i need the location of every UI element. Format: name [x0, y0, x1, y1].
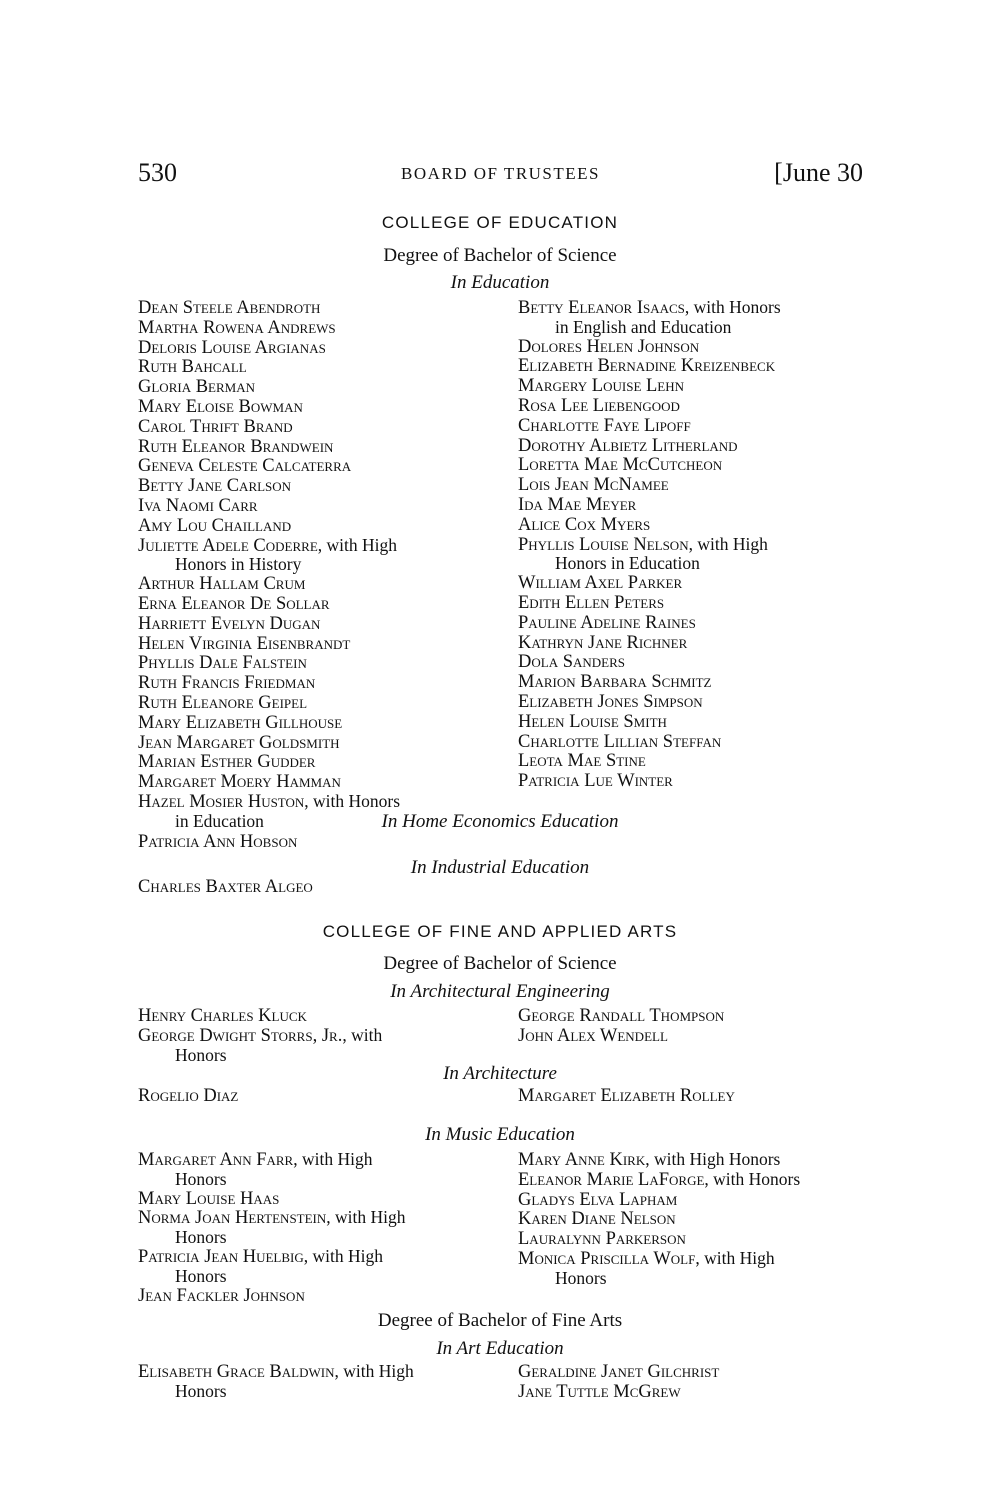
- graduate-name: Patricia Ann Hobson: [138, 832, 298, 852]
- graduate-entry: [518, 436, 878, 456]
- graduate-entry: [138, 733, 498, 753]
- graduate-name: Elizabeth Jones Simpson: [518, 691, 703, 712]
- graduate-entry: [518, 751, 878, 771]
- graduate-name: Henry Charles Kluck: [138, 1006, 307, 1026]
- graduate-name: Pauline Adeline Raines: [518, 612, 696, 633]
- honors-note: , with Honors: [684, 297, 781, 317]
- graduate-entry: [518, 535, 878, 574]
- honors-note: , with High: [317, 534, 398, 555]
- graduate-entry: [518, 1150, 888, 1170]
- graduate-entry: [518, 396, 878, 416]
- graduate-name: Loretta Mae McCutcheon: [518, 455, 723, 476]
- graduate-entry: [518, 1249, 888, 1288]
- graduate-name: Marion Barbara Schmitz: [518, 672, 712, 693]
- graduate-name: Ruth Eleanore Geipel: [138, 692, 308, 713]
- graduate-entry: [138, 437, 498, 457]
- graduate-name: Jean Fackler Johnson: [138, 1285, 305, 1306]
- graduate-entry: [138, 417, 498, 437]
- graduate-name: George Randall Thompson: [518, 1006, 725, 1026]
- graduate-name: Margaret Elizabeth Rolley: [518, 1086, 735, 1106]
- graduate-entry: [518, 732, 878, 752]
- education-left-column: [138, 298, 498, 831]
- degree-heading-fine-arts-bfa: Degree of Bachelor of Fine Arts: [377, 1310, 623, 1331]
- graduate-entry: [138, 516, 498, 536]
- graduate-entry: [138, 752, 498, 772]
- graduate-name: Geraldine Janet Gilchrist: [518, 1362, 720, 1382]
- graduate-name: Charles Baxter Algeo: [138, 877, 313, 897]
- graduate-name: Elisabeth Grace Baldwin: [138, 1362, 335, 1382]
- arch-eng-right-column: [518, 1006, 878, 1046]
- graduate-entry: [518, 573, 878, 593]
- subheading-home-economics: In Home Economics Education: [381, 811, 619, 832]
- running-date: [June 30: [774, 158, 863, 187]
- graduate-name: Ruth Francis Friedman: [138, 673, 316, 694]
- graduate-entry: [518, 1229, 888, 1249]
- honors-continuation: Honors in History: [175, 554, 302, 575]
- graduate-entry: [138, 496, 498, 516]
- graduate-name: Mary Eloise Bowman: [138, 396, 303, 417]
- graduate-name: Phyllis Dale Falstein: [138, 653, 307, 674]
- music-left-column: [138, 1150, 498, 1305]
- graduate-entry: [138, 1086, 498, 1106]
- graduate-name: Margaret Moery Hamman: [138, 772, 341, 793]
- graduate-entry: [518, 495, 878, 515]
- graduate-name: Margaret Ann Farr: [138, 1150, 294, 1170]
- graduate-name: Marian Esther Gudder: [138, 752, 316, 773]
- graduate-name: Charlotte Lillian Steffan: [518, 731, 722, 752]
- graduate-entry: [518, 1170, 888, 1190]
- graduate-entry: [138, 832, 498, 852]
- art-ed-left-column: [138, 1362, 498, 1401]
- graduate-name: Deloris Louise Argianas: [138, 337, 326, 358]
- running-title: BOARD OF TRUSTEES: [401, 164, 600, 183]
- graduate-entry: [518, 298, 878, 337]
- honors-continuation: Honors: [175, 1168, 227, 1189]
- graduate-name: Martha Rowena Andrews: [138, 317, 336, 338]
- graduate-name: Iva Naomi Carr: [138, 495, 258, 516]
- subheading-art-education: In Art Education: [436, 1338, 564, 1359]
- graduate-name: Lois Jean McNamee: [518, 475, 669, 496]
- art-ed-right-column: [518, 1362, 878, 1402]
- graduate-entry: [138, 1189, 498, 1209]
- graduate-name: Margery Louise Lehn: [518, 376, 685, 397]
- graduate-name: Hazel Mosier Huston: [138, 791, 305, 812]
- graduate-name: Ruth Eleanor Brandwein: [138, 436, 334, 457]
- honors-continuation: Honors: [175, 1380, 227, 1401]
- graduate-entry: [138, 536, 498, 575]
- college-heading-fine-arts: COLLEGE OF FINE AND APPLIED ARTS: [322, 922, 678, 941]
- home-economics-list: [138, 832, 498, 852]
- graduate-name: Harriett Evelyn Dugan: [138, 613, 321, 634]
- graduate-entry: [138, 1247, 498, 1286]
- honors-note: , with High: [303, 1245, 384, 1266]
- graduate-entry: [518, 1382, 878, 1402]
- degree-heading-fine-arts: Degree of Bachelor of Science: [383, 953, 617, 974]
- subheading-architecture: In Architecture: [443, 1063, 557, 1084]
- honors-note: , with High: [688, 533, 768, 554]
- graduate-entry: [518, 613, 878, 633]
- graduate-name: Patricia Lue Winter: [518, 771, 673, 792]
- graduate-name: Monica Priscilla Wolf: [518, 1248, 696, 1269]
- graduate-name: Jane Tuttle McGrew: [518, 1381, 681, 1402]
- graduate-name: Erna Eleanor De Sollar: [138, 593, 330, 614]
- graduate-entry: [138, 653, 498, 673]
- graduate-entry: [518, 376, 878, 396]
- graduate-name: Betty Jane Carlson: [138, 476, 292, 497]
- architecture-right-column: [518, 1086, 878, 1106]
- graduate-entry: [138, 877, 498, 897]
- graduate-name: Helen Virginia Eisenbrandt: [138, 633, 351, 654]
- graduate-entry: [518, 1209, 888, 1229]
- graduate-entry: [138, 634, 498, 654]
- graduate-name: Edith Ellen Peters: [518, 592, 665, 613]
- honors-continuation: Honors: [555, 1267, 607, 1288]
- graduate-entry: [518, 712, 878, 732]
- honors-note: , with High: [695, 1247, 775, 1268]
- college-heading-education: COLLEGE OF EDUCATION: [381, 213, 619, 232]
- running-head: [138, 158, 863, 198]
- music-right-column: [518, 1150, 888, 1288]
- graduate-name: Ruth Bahcall: [138, 357, 247, 378]
- graduate-name: Dean Steele Abendroth: [138, 298, 321, 318]
- graduate-name: Carol Thrift Brand: [138, 416, 293, 437]
- graduate-entry: [138, 594, 498, 614]
- subheading-architectural-engineering: In Architectural Engineering: [390, 981, 610, 1002]
- honors-note: , with Honors: [704, 1168, 801, 1189]
- graduate-entry: [138, 476, 498, 496]
- graduate-entry: [138, 1150, 498, 1189]
- graduate-entry: [518, 1086, 878, 1106]
- honors-note: , with High: [326, 1207, 406, 1228]
- graduate-entry: [138, 1362, 498, 1401]
- graduate-name: Mary Louise Haas: [138, 1188, 280, 1209]
- graduate-name: Leota Mae Stine: [518, 751, 646, 772]
- subheading-in-education: In Education: [450, 272, 550, 293]
- graduate-entry: [138, 1208, 498, 1247]
- subheading-music-education: In Music Education: [425, 1124, 575, 1145]
- degree-heading-education: Degree of Bachelor of Science: [383, 245, 617, 266]
- honors-continuation: Honors: [175, 1265, 227, 1286]
- graduate-name: John Alex Wendell: [518, 1025, 668, 1046]
- graduate-name: Rogelio Diaz: [138, 1086, 239, 1106]
- graduate-name: Mary Elizabeth Gillhouse: [138, 712, 343, 733]
- graduate-entry: [138, 574, 498, 594]
- graduate-entry: [518, 515, 878, 535]
- graduate-name: Jean Margaret Goldsmith: [138, 732, 340, 753]
- graduate-entry: [518, 652, 878, 672]
- subheading-industrial: In Industrial Education: [410, 857, 590, 878]
- graduate-entry: [518, 1006, 878, 1026]
- architecture-left-column: [138, 1086, 498, 1106]
- graduate-entry: [518, 1026, 878, 1046]
- graduate-name: Arthur Hallam Crum: [138, 574, 306, 595]
- industrial-list: [138, 877, 498, 897]
- graduate-name: Alice Cox Myers: [518, 514, 651, 535]
- graduate-name: Gloria Berman: [138, 377, 255, 398]
- honors-note: , with High: [334, 1361, 414, 1381]
- graduate-name: Betty Eleanor Isaacs: [518, 298, 685, 318]
- graduate-entry: [518, 771, 878, 791]
- graduate-entry: [138, 614, 498, 634]
- graduate-name: Ida Mae Meyer: [518, 494, 637, 515]
- graduate-entry: [518, 1362, 878, 1382]
- graduate-name: Elizabeth Bernadine Kreizenbeck: [518, 356, 776, 377]
- arch-eng-left-column: [138, 1006, 498, 1064]
- graduate-entry: [138, 693, 498, 713]
- graduate-name: Karen Diane Nelson: [518, 1209, 676, 1230]
- graduate-entry: [518, 672, 878, 692]
- honors-continuation: Honors: [175, 1044, 227, 1065]
- honors-continuation: Honors in Education: [555, 553, 700, 574]
- graduate-name: Helen Louise Smith: [518, 711, 667, 732]
- graduate-entry: [138, 772, 498, 792]
- graduate-entry: [518, 416, 878, 436]
- graduate-entry: [138, 357, 498, 377]
- graduate-name: Dorothy Albietz Litherland: [518, 435, 738, 456]
- graduate-entry: [518, 475, 878, 495]
- graduate-entry: [518, 356, 878, 376]
- graduate-entry: [518, 593, 878, 613]
- honors-continuation: in English and Education: [555, 316, 732, 337]
- graduate-entry: [138, 713, 498, 733]
- graduate-name: Gladys Elva Lapham: [518, 1189, 678, 1210]
- graduate-name: Eleanor Marie LaForge: [518, 1169, 705, 1190]
- graduate-name: Patricia Jean Huelbig: [138, 1246, 304, 1267]
- graduate-entry: [138, 456, 498, 476]
- honors-note: , with High: [293, 1149, 373, 1169]
- graduate-name: Kathryn Jane Richner: [518, 632, 688, 653]
- graduate-name: Juliette Adele Coderre: [138, 535, 318, 556]
- graduate-entry: [138, 673, 498, 693]
- graduate-name: Geneva Celeste Calcaterra: [138, 456, 352, 477]
- graduate-entry: [518, 455, 878, 475]
- graduate-name: Amy Lou Chailland: [138, 515, 292, 536]
- graduate-name: Rosa Lee Liebengood: [518, 395, 680, 416]
- honors-note: , with: [342, 1024, 383, 1045]
- graduate-entry: [518, 633, 878, 653]
- graduate-name: Mary Anne Kirk: [518, 1150, 646, 1170]
- honors-continuation: in Education: [175, 810, 264, 831]
- graduate-entry: [518, 337, 878, 357]
- graduate-entry: [138, 338, 498, 358]
- graduate-entry: [138, 318, 498, 338]
- graduate-name: Phyllis Louise Nelson: [518, 534, 689, 555]
- graduate-entry: [138, 1006, 498, 1026]
- graduate-name: Dola Sanders: [518, 652, 625, 673]
- graduate-name: Dolores Helen Johnson: [518, 336, 700, 357]
- graduate-name: George Dwight Storrs, Jr.: [138, 1025, 343, 1046]
- graduate-name: Lauralynn Parkerson: [518, 1229, 686, 1250]
- graduate-entry: [138, 377, 498, 397]
- graduate-entry: [518, 1190, 888, 1210]
- graduate-entry: [138, 397, 498, 417]
- page-number: 530: [138, 158, 177, 187]
- graduate-name: Norma Joan Hertenstein: [138, 1208, 327, 1229]
- graduate-entry: [518, 692, 878, 712]
- honors-note: , with High Honors: [645, 1149, 781, 1169]
- graduate-entry: [138, 1026, 498, 1065]
- education-right-column: [518, 298, 878, 791]
- graduate-name: William Axel Parker: [518, 573, 683, 594]
- graduate-entry: [138, 298, 498, 318]
- honors-continuation: Honors: [175, 1227, 227, 1248]
- honors-note: , with Honors: [304, 790, 401, 811]
- graduate-name: Charlotte Faye Lipoff: [518, 415, 691, 436]
- graduate-entry: [138, 1286, 498, 1306]
